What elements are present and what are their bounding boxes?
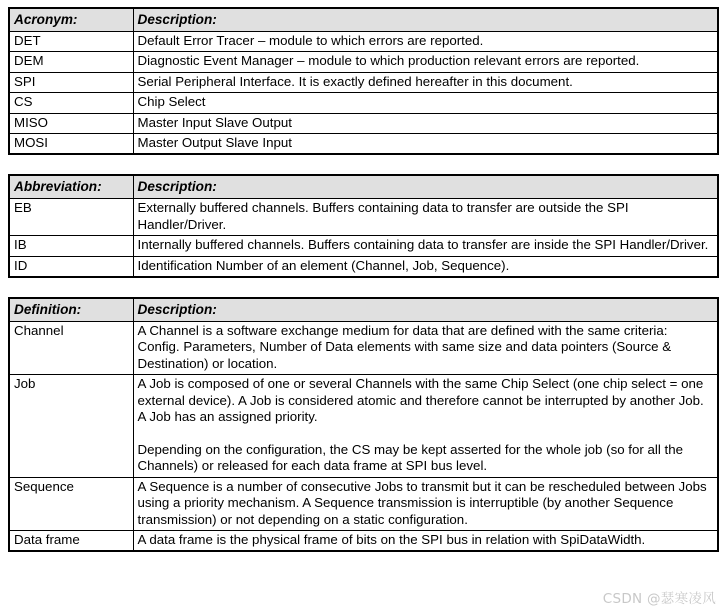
description-paragraph: A Job is composed of one or several Channels with the same Chip Select (one chip select = one external device). A Job is considered atomic and therefore cannot be interrupted by another Job. A Job has an assigned priority. (137, 376, 704, 425)
abbreviation-table (8, 174, 719, 278)
definition-table (8, 297, 719, 552)
description-paragraph: A Channel is a software exchange medium for data that are defined with the same criteria: Config. Parameters, Number of Data elements with same size and data pointers (Source & Destination) or location. (137, 323, 672, 371)
table-row (9, 134, 718, 155)
table-header (9, 298, 718, 322)
term-cell: Job (9, 375, 133, 477)
column-header-description: Description: (133, 298, 718, 322)
table-row (9, 256, 718, 277)
term-cell: DET (9, 32, 133, 52)
description-cell (133, 236, 718, 256)
column-header-term: Definition: (9, 298, 133, 322)
description-cell (133, 256, 718, 277)
description-paragraph: Master Input Slave Output (137, 114, 292, 130)
description-paragraph: Serial Peripheral Interface. It is exactly defined hereafter in this document. (137, 73, 573, 89)
description-cell (133, 530, 718, 551)
term-cell: SPI (9, 72, 133, 92)
table-row (9, 72, 718, 92)
table-row (9, 32, 718, 52)
description-paragraph: A Sequence is a number of consecutive Jobs to transmit but it can be rescheduled between Jobs using a priority mechanism. A Sequence transmission is interruptible (by another Sequence transmission) or not depending on a static configuration. (137, 478, 707, 527)
table-header (9, 8, 718, 32)
description-paragraph: Internally buffered channels. Buffers containing data to transfer are inside the SPI Handler/Driver. (137, 237, 709, 253)
table-row (9, 375, 718, 477)
table-row (9, 530, 718, 551)
column-header-description: Description: (133, 175, 718, 199)
table-row (9, 93, 718, 113)
description-paragraph: Externally buffered channels. Buffers containing data to transfer are outside the SPI Handler/Driver. (137, 200, 629, 232)
table-row (9, 113, 718, 133)
table-row (9, 477, 718, 530)
table-header-row (9, 298, 718, 322)
term-cell: ID (9, 256, 133, 277)
description-paragraph: Master Output Slave Input (137, 135, 292, 151)
description-paragraph: Depending on the configuration, the CS may be kept asserted for the whole job (so for all the Channels) or released for each data frame at SPI bus level. (137, 441, 683, 474)
table-row (9, 199, 718, 236)
term-cell: MISO (9, 113, 133, 133)
table-row (9, 236, 718, 256)
term-cell: Data frame (9, 530, 133, 551)
term-cell: CS (9, 93, 133, 113)
description-paragraph: Diagnostic Event Manager – module to which production relevant errors are reported. (137, 53, 640, 69)
table-row (9, 52, 718, 72)
watermark: CSDN @瑟寒凌风 (602, 591, 716, 607)
term-cell: Channel (9, 322, 133, 375)
term-cell: IB (9, 236, 133, 256)
table-body (9, 322, 718, 552)
column-header-term: Abbreviation: (9, 175, 133, 199)
column-header-description: Description: (133, 8, 718, 32)
description-cell (133, 477, 718, 530)
term-cell: DEM (9, 52, 133, 72)
description-paragraph: Identification Number of an element (Channel, Job, Sequence). (137, 257, 510, 273)
acronym-table (8, 7, 719, 155)
table-body (9, 32, 718, 155)
table-body (9, 199, 718, 277)
column-header-term: Acronym: (9, 8, 133, 32)
description-cell (133, 134, 718, 155)
description-cell (133, 375, 718, 477)
term-cell: Sequence (9, 477, 133, 530)
table-header-row (9, 8, 718, 32)
table-header-row (9, 175, 718, 199)
description-cell (133, 93, 718, 113)
description-cell (133, 113, 718, 133)
description-cell (133, 322, 718, 375)
term-cell: MOSI (9, 134, 133, 155)
description-paragraph: Default Error Tracer – module to which errors are reported. (137, 33, 484, 48)
table-row (9, 322, 718, 375)
description-paragraph: A data frame is the physical frame of bits on the SPI bus in relation with SpiDataWidth. (137, 531, 646, 547)
description-cell (133, 32, 718, 52)
table-header (9, 175, 718, 199)
description-cell (133, 72, 718, 92)
description-cell (133, 52, 718, 72)
description-paragraph: Chip Select (137, 94, 206, 110)
description-cell (133, 199, 718, 236)
term-cell: EB (9, 199, 133, 236)
